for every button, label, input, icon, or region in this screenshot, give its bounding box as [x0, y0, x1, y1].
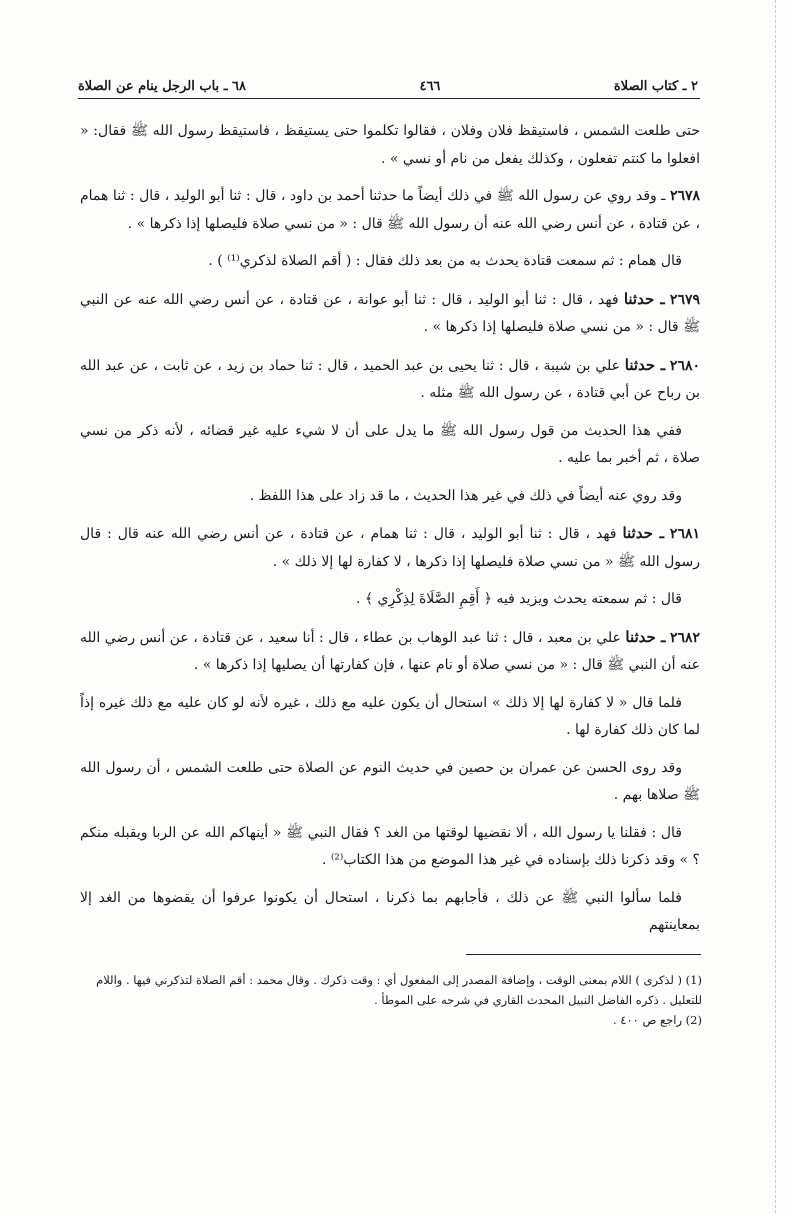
- scan-edge-line: [775, 0, 776, 1213]
- paragraph: [80, 586, 700, 614]
- paragraph: [80, 755, 700, 810]
- paragraph-text: قال : فقلنا يا رسول الله ، ألا نقضيها لوقتها من الغد ؟ فقال النبي ﷺ « أينهاكم الله عن الربا ويقبله منكم ؟ » وقد ذكرنا ذلك بإسناده في غير هذا الموضع من هذا الكتاب⁽²⁾ .: [80, 824, 700, 868]
- paragraph: [80, 820, 700, 875]
- paragraph-text: حتى طلعت الشمس ، فاستيقظ فلان وفلان ، فقالوا تكلموا حتى يستيقظ ، فاستيقظ رسول الله ﷺ فقال: « افعلوا ما كنتم تفعلون ، وكذلك يفعل من نام أو نسي » .: [80, 123, 700, 167]
- paragraph: [80, 624, 700, 680]
- paragraph: [80, 690, 700, 745]
- paragraph-text: فهد ، قال : ثنا أبو الوليد ، قال : ثنا همام ، عن قتادة ، عن أنس رضي الله عنه قال : قال رسول الله ﷺ « من نسي صلاة فليصلها إذا ذكرها ، لا كفارة لها إلا ذلك » .: [80, 526, 700, 570]
- footnote-divider: [466, 954, 701, 955]
- footnotes: [92, 970, 702, 1030]
- hadith-number: ٢٦٨٠: [669, 357, 700, 374]
- hadith-number: ٢٦٨٢: [669, 629, 701, 646]
- paragraph-text: وقد روى الحسن عن عمران بن حصين في حديث النوم عن الصلاة حتى طلعت الشمس ، أن رسول الله ﷺ صلاها بهم .: [80, 759, 700, 803]
- paragraph-text: فلما سألوا النبي ﷺ عن ذلك ، فأجابهم بما ذكرنا ، استحال أن يكونوا عرفوا أن يقضوها من الغد إلا بمعاينتهم: [80, 889, 700, 933]
- paragraph-text: فهد ، قال : ثنا أبو الوليد ، قال : ثنا أبو عوانة ، عن قتادة ، عن أنس رضي الله عنه عن النبي ﷺ قال : « من نسي صلاة فليصلها إذا ذكرها » .: [80, 291, 700, 335]
- paragraph-text: وقد روي عنه أيضاً في ذلك في غير هذا الحديث ، ما قد زاد على هذا اللفظ .: [249, 487, 682, 504]
- paragraph: [80, 483, 700, 511]
- page-number: ٤٦٦: [419, 79, 441, 94]
- paragraph: [80, 183, 700, 238]
- haddathana-marker: ـ حدثنا: [622, 524, 664, 542]
- paragraph-text: ـ وقد روي عن رسول الله ﷺ في ذلك أيضاً ما حدثنا أحمد بن داود ، قال : ثنا أبو الوليد ، قال : ثنا همام ، عن قتادة ، عن أنس رضي الله عنه أن رسول الله ﷺ قال : « من نسي صلاة فليصلها إذا ذكرها » .: [80, 188, 700, 232]
- main-text: [80, 118, 700, 950]
- paragraph: [80, 248, 700, 276]
- haddathana-marker: ـ حدثنا: [623, 289, 665, 308]
- header-chapter: ٢ ـ كتاب الصلاة: [613, 79, 698, 94]
- paragraph-text: قال : ثم سمعته يحدث ويزيد فيه ﴿ أَقِمِ الصَّلَاةَ لِذِكْرِي ﴾ .: [356, 591, 682, 607]
- haddathana-marker: ـ حدثنا: [625, 627, 666, 646]
- page-header: [78, 72, 698, 94]
- paragraph-text: ففي هذا الحديث من قول رسول الله ﷺ ما يدل على أن لا شيء عليه غير قضائه ، لأنه ذكر من نسي صلاة ، ثم أخبر بما عليه .: [80, 422, 700, 466]
- header-divider: [78, 98, 700, 99]
- paragraph-text: قال همام : ثم سمعت قتادة يحدث به من بعد ذلك فقال : ( أقم الصلاة لذكري⁽¹⁾ ) .: [208, 253, 682, 269]
- paragraph: [80, 520, 700, 576]
- paragraph-text: علي بن شيبة ، قال : ثنا يحيى بن عبد الحميد ، قال : ثنا حماد بن زيد ، عن ثابت ، عن عبد الله بن رباح عن أبي قتادة ، عن رسول الله ﷺ مثله .: [80, 357, 700, 401]
- header-section: ٦٨ ـ باب الرجل ينام عن الصلاة: [78, 79, 246, 94]
- paragraph-text: علي بن معبد ، قال : ثنا عبد الوهاب بن عطاء ، قال : أنا سعيد ، عن قتادة ، عن أنس رضي الله عنه أن النبي ﷺ قال : « من نسي صلاة أو نام عنها ، فإن كفارتها أن يصليها إذا ذكرها » .: [80, 629, 700, 673]
- hadith-number: ٢٦٧٩: [669, 291, 700, 308]
- paragraph: [80, 418, 700, 473]
- paragraph: [80, 352, 700, 408]
- paragraph-text: فلما قال « لا كفارة لها إلا ذلك » استحال أن يكون عليه مع ذلك ، غيره لأنه لو كان عليه مع ذلك غيره إذاً لما كان ذلك كفارة لها .: [80, 694, 700, 738]
- hadith-number: ٢٦٧٨: [669, 188, 701, 204]
- paragraph: [80, 885, 700, 940]
- paragraph: [80, 118, 700, 173]
- footnote-2: (2) راجع ص ٤٠٠ .: [612, 1013, 702, 1027]
- footnote-1: (1) ( لذكرى ) اللام بمعنى الوقت ، وإضافة المصدر إلى المفعول أي : وقت ذكرك . وقال محمد : أقم الصلاة لتذكرني فيها . واللام للتعليل . ذكره الفاضل النبيل المحدث القاري في شرحه على الموطأ .: [96, 973, 702, 1007]
- haddathana-marker: ـ حدثنا: [624, 355, 666, 374]
- paragraph: [80, 286, 700, 342]
- hadith-number: ٢٦٨١: [669, 526, 700, 542]
